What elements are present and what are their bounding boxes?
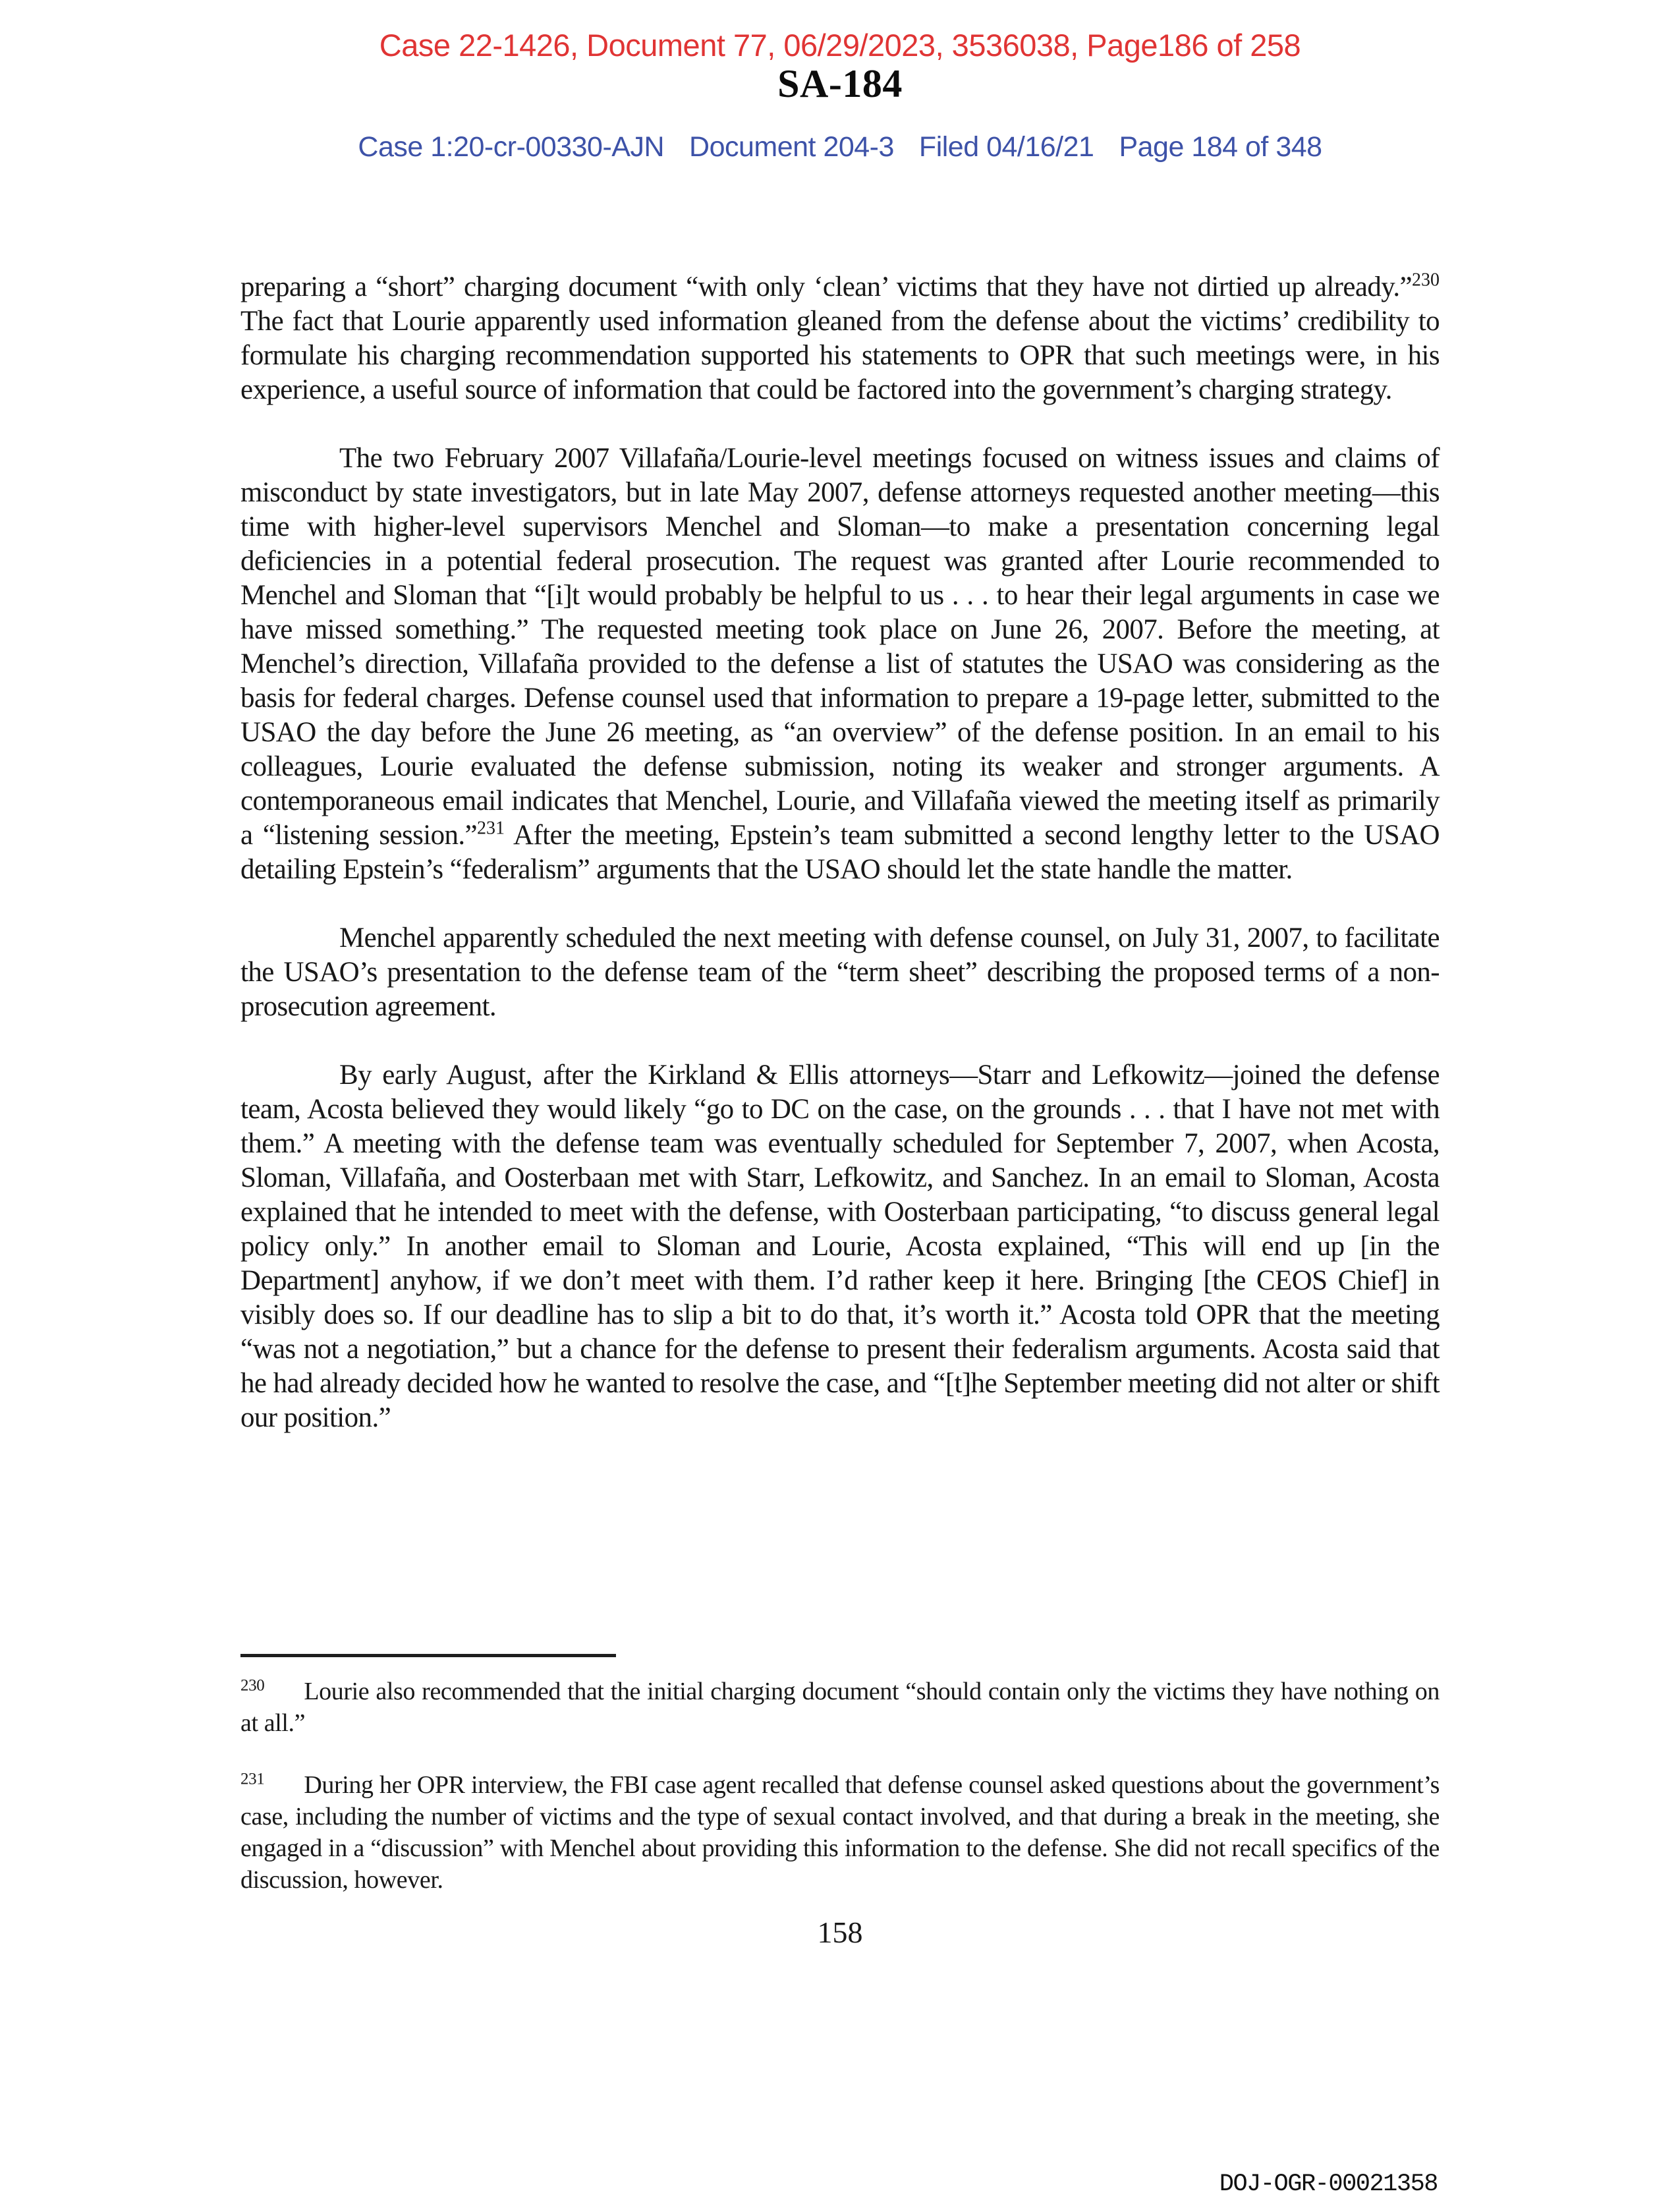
district-header-case-segment: Case 1:20-cr-00330-AJN	[358, 131, 665, 163]
district-case-header	[0, 132, 1680, 162]
body-paragraph-3	[240, 921, 1440, 1024]
sa-page-label: SA-184	[777, 62, 903, 105]
body-paragraph-2	[240, 441, 1440, 887]
paragraph-text: Menchel apparently scheduled the next meeting with defense counsel, on July 31, 2007, to facilitate the USAO’s presentation to the defense team of the “term sheet” describing the proposed terms of a non-prosecution agreement.	[240, 922, 1440, 1022]
body-paragraph-4	[240, 1058, 1440, 1435]
body-paragraph-1	[240, 270, 1440, 407]
footnote-ref-231: 231	[477, 818, 505, 839]
bates-number: DOJ-OGR-00021358	[1219, 2170, 1438, 2198]
district-header-filed-segment: Filed 04/16/21	[918, 131, 1094, 163]
footnote-ref-230: 230	[1412, 269, 1440, 291]
appellate-case-header: Case 22-1426, Document 77, 06/29/2023, 3536038, Page186 of 258	[379, 28, 1301, 63]
footnote-separator	[240, 1654, 616, 1657]
paragraph-text: The fact that Lourie apparently used information gleaned from the defense about the victims’ credibility to formulate his charging recommendation supported his statements to OPR that such meetings were, in his experience, a useful source of information that could be factored into the government’s charging strategy.	[240, 306, 1440, 405]
paragraph-text: preparing a “short” charging document “with only ‘clean’ victims that they have not dirtied up already.”	[240, 271, 1412, 302]
footnote-marker: 230	[240, 1676, 265, 1695]
footnote-section	[240, 1654, 1440, 1926]
footnote-text: During her OPR interview, the FBI case agent recalled that defense counsel asked questions about the government’s case, including the number of victims and the type of sexual contact involved, and that during a break in the meeting, she engaged in a “discussion” with Menchel about providing this information to the defense. She did not recall specifics of the discussion, however.	[240, 1771, 1440, 1894]
district-header-page-segment: Page 184 of 348	[1119, 131, 1322, 163]
paragraph-text: The two February 2007 Villafaña/Lourie-level meetings focused on witness issues and claims of misconduct by state investigators, but in late May 2007, defense attorneys requested another meeting—this time with higher-level supervisors Menchel and Sloman—to make a presentation concerning legal deficiencies in a potential federal prosecution. The request was granted after Lourie recommended to Menchel and Sloman that “[i]t would probably be helpful to us . . . to hear their legal arguments in case we have missed something.” The requested meeting took place on June 26, 2007. Before the meeting, at Menchel’s direction, Villafaña provided to the defense a list of statutes the USAO was considering as the basis for federal charges. Defense counsel used that information to prepare a 19-page letter, submitted to the USAO the day before the June 26 meeting, as “an overview” of the defense position. In an email to his colleagues, Lourie evaluated the defense submission, noting its weaker and stronger arguments. A contemporaneous email indicates that Menchel, Lourie, and Villafaña viewed the meeting itself as primarily a “listening session.”	[240, 443, 1440, 851]
paragraph-text: After the meeting, Epstein’s team submitted a second lengthy letter to the USAO detailing Epstein’s “federalism” arguments that the USAO should let the state handle the matter.	[240, 820, 1440, 885]
paragraph-text: By early August, after the Kirkland & Ellis attorneys—Starr and Lefkowitz—joined the defense team, Acosta believed they would likely “go to DC on the case, on the grounds . . . that I have not met with them.” A meeting with the defense team was eventually scheduled for September 7, 2007, when Acosta, Sloman, Villafaña, and Oosterbaan met with Starr, Lefkowitz, and Sanchez. In an email to Sloman, Acosta explained that he intended to meet with the defense, with Oosterbaan participating, “to discuss general legal policy only.” In another email to Sloman and Lourie, Acosta explained, “This will end up [in the Department] anyhow, if we don’t meet with them. I’d rather keep it here. Bringing [the CEOS Chief] in visibly does so. If our deadline has to slip a bit to do that, it’s worth it.” Acosta told OPR that the meeting “was not a negotiation,” but a chance for the defense to present their federalism arguments. Acosta said that he had already decided how he wanted to resolve the case, and “[t]he September meeting did not alter or shift our position.”	[240, 1060, 1440, 1433]
page-number: 158	[817, 1915, 863, 1949]
footnote-230	[240, 1676, 1440, 1739]
district-header-document-segment: Document 204-3	[689, 131, 894, 163]
footnote-231	[240, 1769, 1440, 1896]
footnote-marker: 231	[240, 1770, 265, 1788]
page-header	[0, 29, 1680, 162]
document-body	[240, 270, 1440, 1469]
footnote-text: Lourie also recommended that the initial charging document “should contain only the victims they have nothing on at all.”	[240, 1678, 1440, 1737]
